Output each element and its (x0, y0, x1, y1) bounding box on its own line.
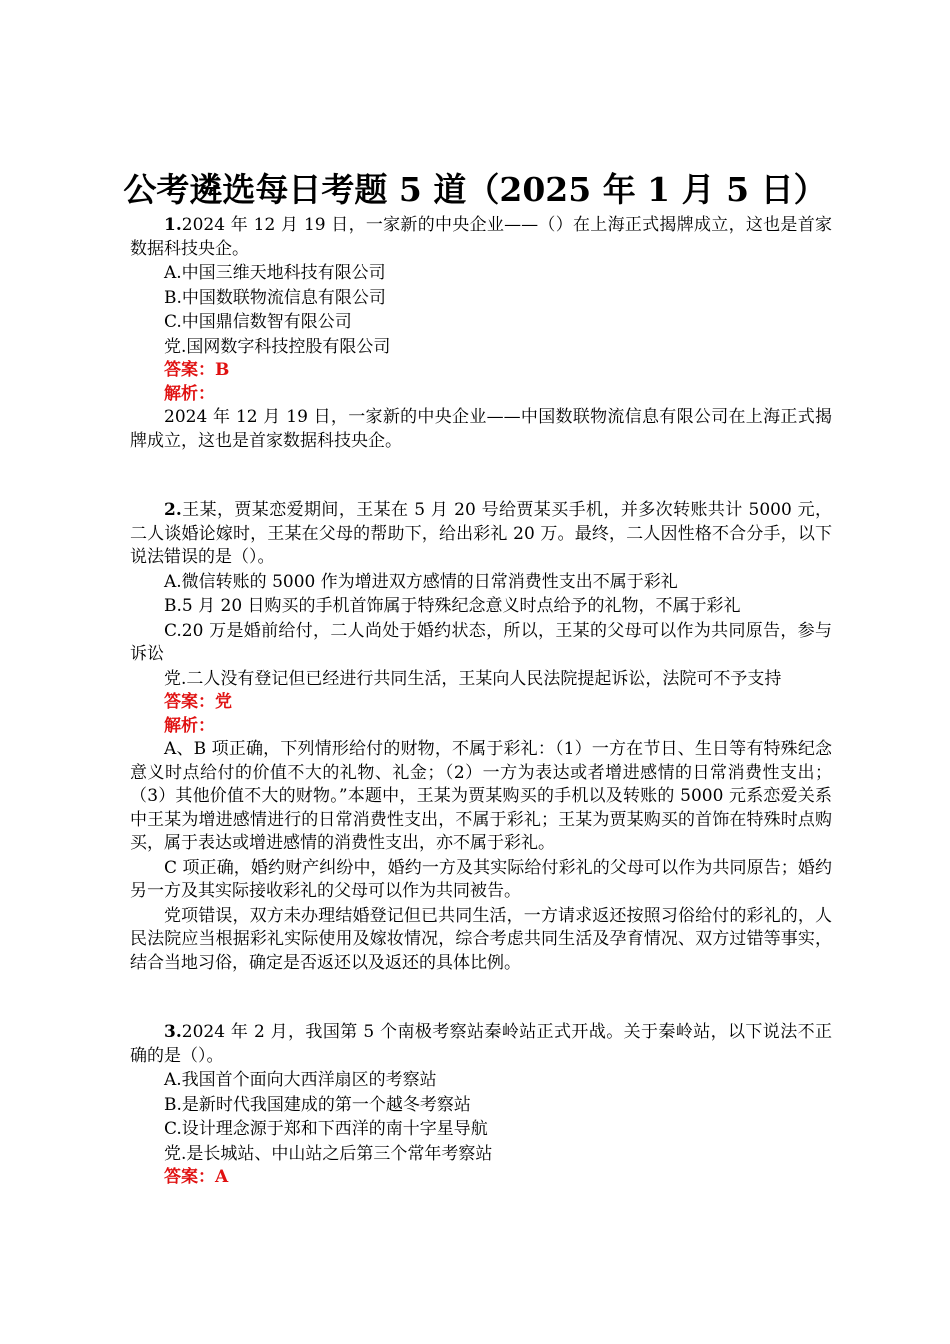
answer-label: 答案： (164, 1167, 215, 1187)
option-c: C.设计理念源于郑和下西洋的南十字星导航 (164, 1119, 488, 1139)
document-body (130, 214, 832, 1190)
option-c: C.中国鼎信数智有限公司 (164, 312, 352, 332)
analysis-label: 解析： (164, 715, 215, 736)
analysis-paragraph: 2024 年 12 月 19 日，一家新的中央企业——中国数联物流信息有限公司在上海正式揭牌成立，这也是首家数据科技央企。 (130, 407, 832, 451)
option-c: C.20 万是婚前给付，二人尚处于婚约状态，所以，王某的父母可以作为共同原告，参与诉讼 (130, 620, 832, 664)
answer-label: 答案： (164, 692, 215, 712)
answer-line (130, 359, 832, 383)
question-number: 1. (164, 215, 182, 235)
option-b: B.是新时代我国建成的第一个越冬考察站 (164, 1094, 471, 1115)
option-b: B.5 月 20 日购买的手机首饰属于特殊纪念意义时点给予的礼物，不属于彩礼 (164, 596, 741, 616)
option-d: 党.是长城站、中山站之后第三个常年考察站 (164, 1143, 493, 1164)
option-a: A.我国首个面向大西洋扇区的考察站 (164, 1070, 437, 1090)
page-title: 公考遴选每日考题 5 道（2025 年 1 月 5 日） (123, 170, 827, 209)
analysis-label: 解析： (164, 383, 215, 404)
analysis-paragraph: A、B 项正确，下列情形给付的财物，不属于彩礼：（1）一方在节日、生日等有特殊纪念意义时点给付的价值不大的礼物、礼金；（2）一方为表达或者增进感情的日常消费性支出；（3）其他价值不大的财物。”本题中，王某为贾某购买的手机以及转账的 5000 元系恋爱关系中王某为增进感情进行的日常消费性支出，不属于彩礼；王某为贾某购买的首饰在特殊时点购买，属于表达或增进感情的消费性支出，亦不属于彩礼。 (130, 739, 832, 853)
question-stem (130, 499, 832, 570)
answer-value: B (215, 360, 230, 380)
option-a: A.中国三维天地科技有限公司 (164, 263, 386, 283)
question-3 (130, 1021, 832, 1190)
question-number: 2. (164, 500, 182, 520)
answer-value: A (215, 1167, 229, 1187)
question-stem (130, 1021, 832, 1068)
analysis-paragraph: 党项错误，双方未办理结婚登记但已共同生活，一方请求返还按照习俗给付的彩礼的，人民法院应当根据彩礼实际使用及嫁妆情况，综合考虑共同生活及孕育情况、双方过错等事实，结合当地习俗，确定是否返还以及返还的具体比例。 (130, 905, 832, 973)
answer-line (130, 1166, 832, 1190)
question-2 (130, 499, 832, 975)
question-text: 2024 年 12 月 19 日，一家新的中央企业——（）在上海正式揭牌成立，这也是首家数据科技央企。 (130, 215, 832, 259)
answer-value: 党 (215, 692, 232, 712)
question-number: 3. (164, 1022, 182, 1042)
answer-line (130, 691, 832, 715)
question-stem (130, 214, 832, 261)
question-text: 2024 年 2 月，我国第 5 个南极考察站秦岭站正式开战。关于秦岭站，以下说法不正确的是（）。 (130, 1022, 832, 1066)
option-b: B.中国数联物流信息有限公司 (164, 287, 386, 308)
question-1 (130, 214, 832, 453)
answer-label: 答案： (164, 360, 215, 380)
question-text: 王某，贾某恋爱期间，王某在 5 月 20 号给贾某买手机，并多次转账共计 5000 元，二人谈婚论嫁时，王某在父母的帮助下，给出彩礼 20 万。最终，二人因性格不合分手，以下说法错误的是（）。 (130, 500, 832, 567)
option-d: 党.二人没有登记但已经进行共同生活，王某向人民法院提起诉讼，法院可不予支持 (164, 668, 782, 689)
option-d: 党.国网数字科技控股有限公司 (164, 336, 391, 357)
option-a: A.微信转账的 5000 作为增进双方感情的日常消费性支出不属于彩礼 (164, 571, 678, 592)
analysis-paragraph: C 项正确，婚约财产纠纷中，婚约一方及其实际给付彩礼的父母可以作为共同原告；婚约另一方及其实际接收彩礼的父母可以作为共同被告。 (130, 857, 832, 901)
